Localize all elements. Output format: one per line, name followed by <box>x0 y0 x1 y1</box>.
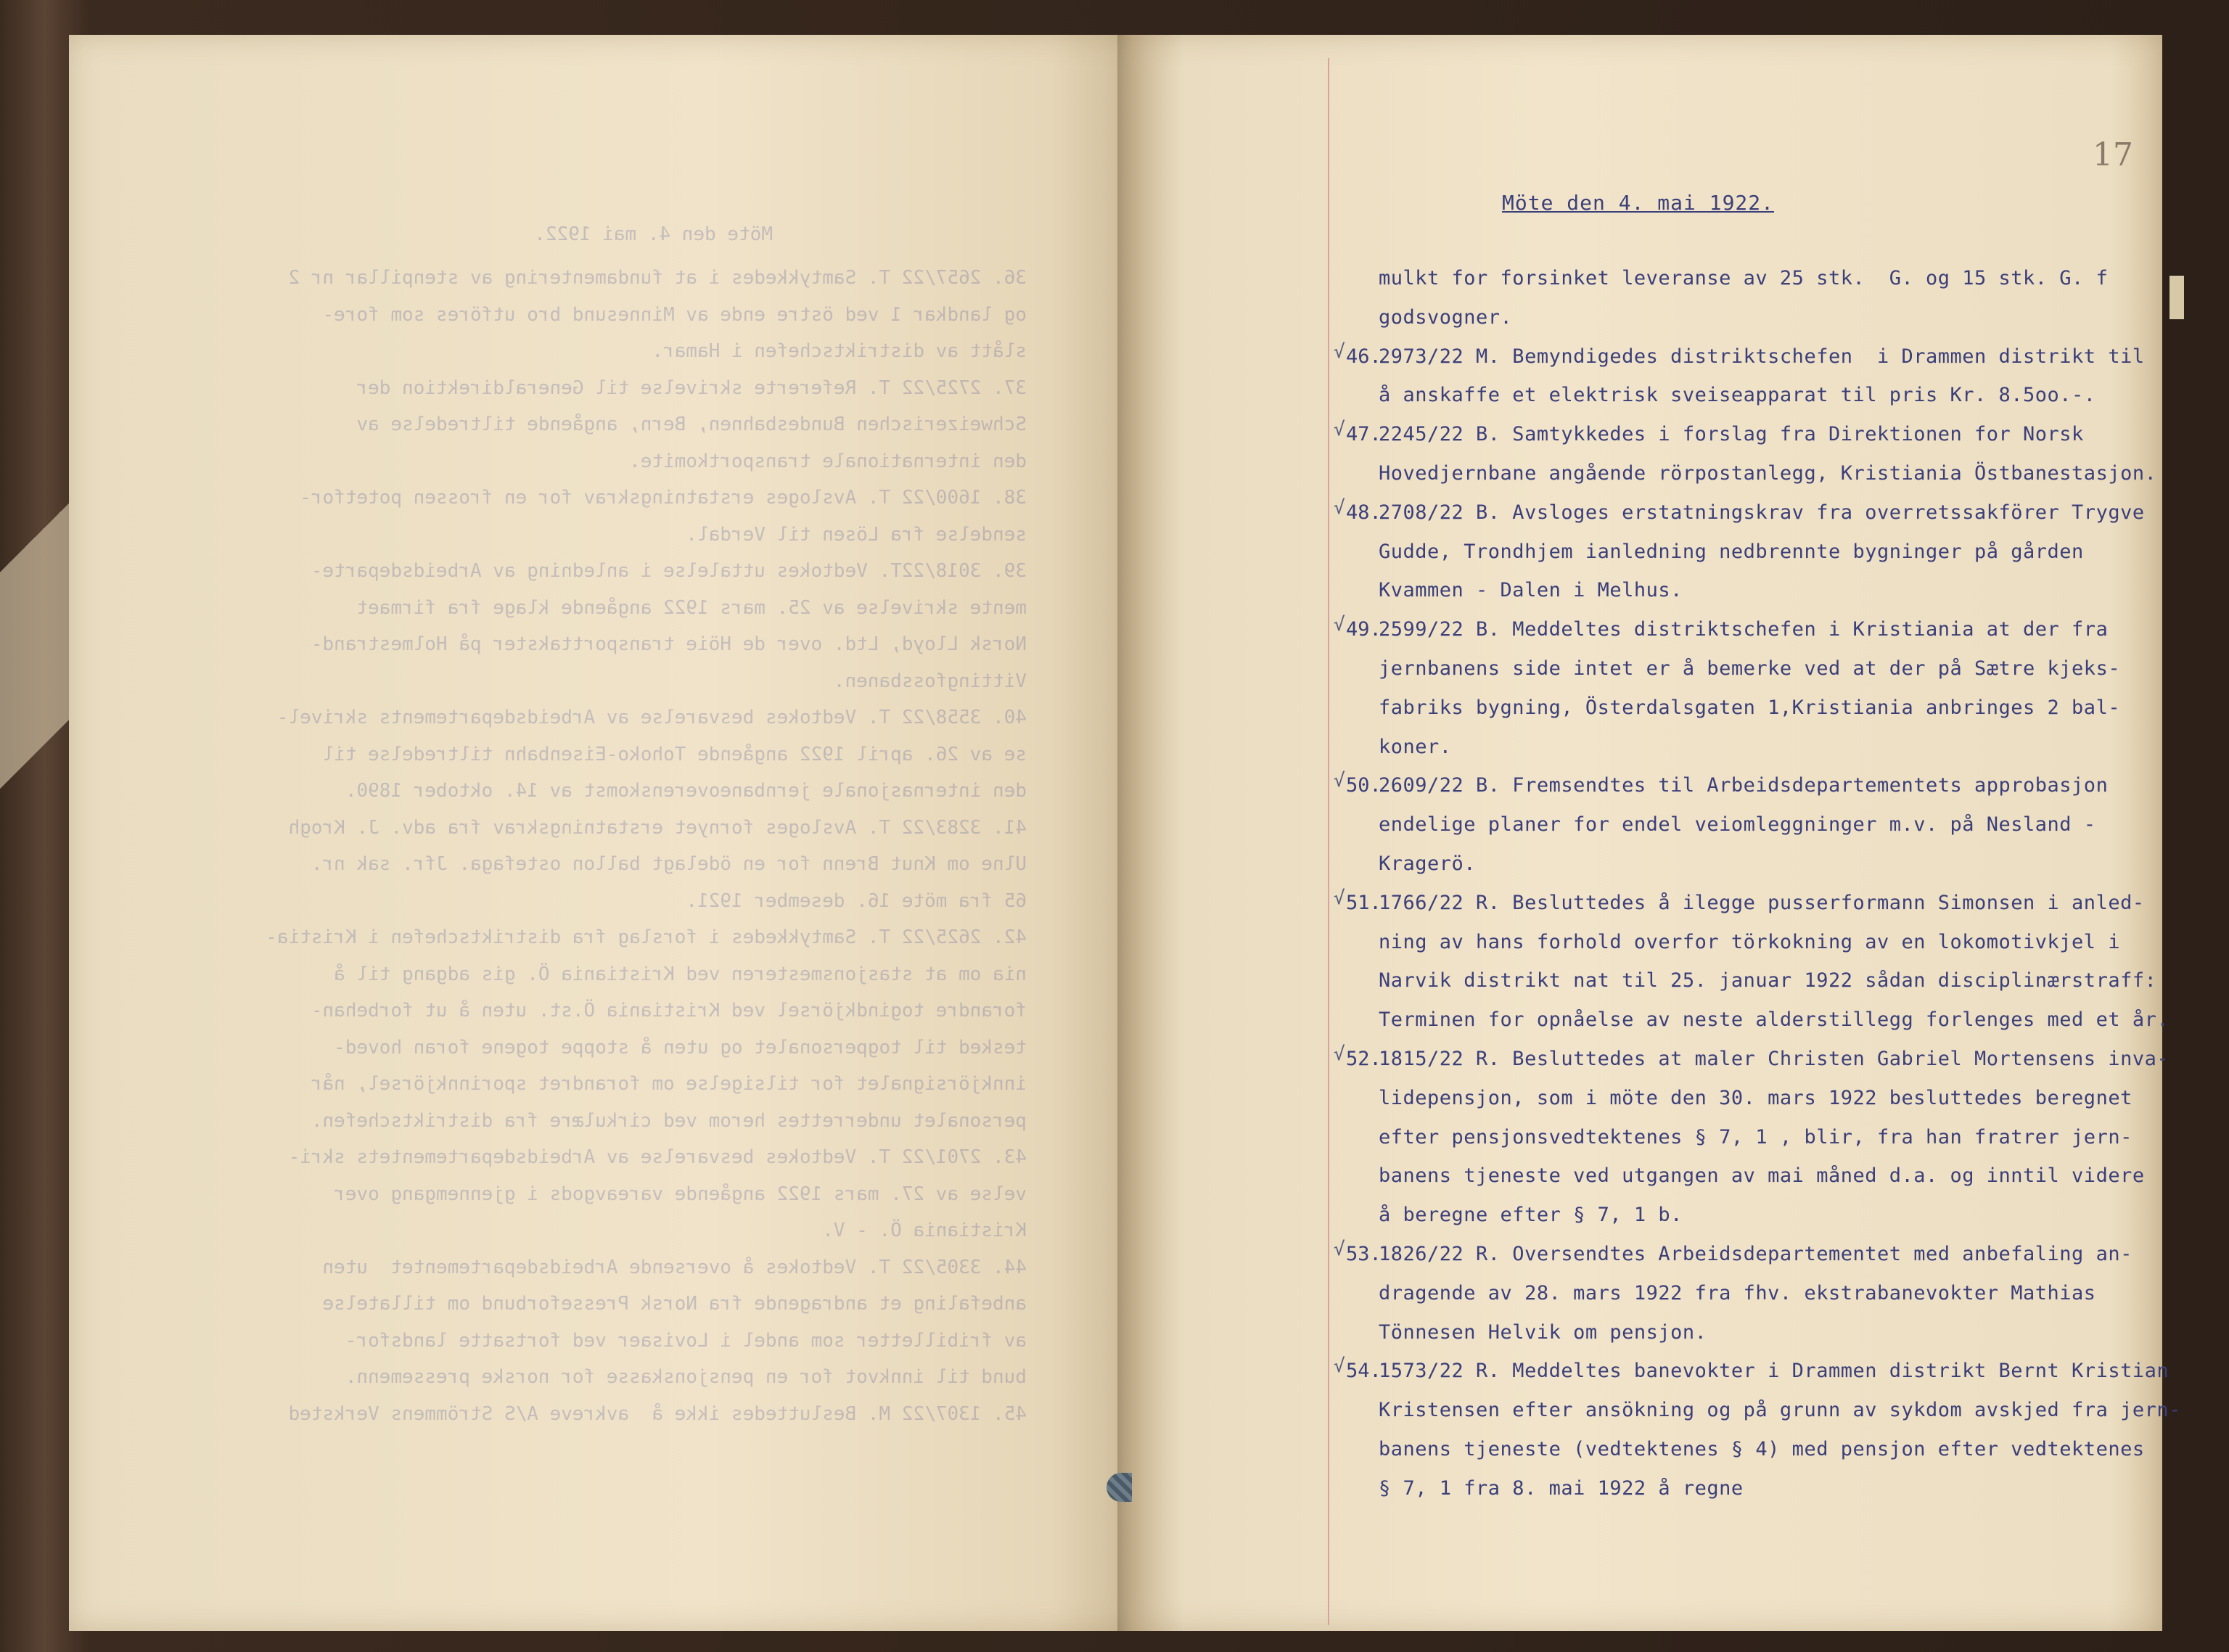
bleed-line: 36. 2657/22 T. Samtykkedes i at fundamentering av stenpillar nr 2 <box>288 267 1027 289</box>
item-number: 53. <box>1346 1243 1382 1265</box>
bleed-line: mente skrivelse av 25. mars 1922 angående klage fra firmaet <box>356 596 1027 619</box>
bleed-line: og landkar 1 ved östre ende av Minnesund bro utföres som fore- <box>322 303 1027 326</box>
typed-line: fabriks bygning, Österdalsgaten 1,Kristiania anbringes 2 bal- <box>1379 696 2121 719</box>
typed-line: banens tjeneste ved utgangen av mai måned d.a. og inntil videre <box>1379 1164 2145 1188</box>
typed-line: 2609/22 B. Fremsendtes til Arbeidsdepartementets approbasjon <box>1379 774 2109 797</box>
bleed-line: 41. 3283/22 T. Avsloges fornyet erstatningskrav fra adv. J. Krogh <box>288 816 1027 839</box>
typed-line: Kristensen efter ansökning og på grunn av sykdom avskjed fra jern- <box>1379 1399 2181 1422</box>
check-mark: √ <box>1334 614 1345 636</box>
typed-line: Kragerö. <box>1379 852 1477 875</box>
typed-line: banens tjeneste (vedtektenes § 4) med pensjon efter vedtektenes <box>1379 1438 2145 1460</box>
bleed-line: velse av 27. mars 1922 angående vareavgods i gjennemgang over <box>334 1183 1027 1205</box>
typed-line: 2599/22 B. Meddeltes distriktschefen i Kristiania at der fra <box>1379 618 2109 641</box>
bleed-line: 37. 2725/22 T. Refererte skrivelse til Generaldirektion der <box>356 377 1027 399</box>
check-mark: √ <box>1334 1355 1345 1378</box>
typed-line: Tönnesen Helvik om pensjon. <box>1379 1320 1707 1344</box>
margin-rule <box>1328 58 1329 1625</box>
bleed-line: 43. 2701/22 T. Vedtokes besvarelse av Arbeidsdepartementets skri- <box>288 1146 1027 1168</box>
typed-line: 1826/22 R. Oversendtes Arbeidsdepartementet med anbefaling an- <box>1379 1243 2132 1265</box>
bleed-line: Ulne om Knut Brenn for en ödelagt ballon ostefaga. Jfr. sak nr. <box>311 853 1027 875</box>
bleed-line: Norsk Lloyd, Ltd. over de Höie transporttakster på Holmestrand- <box>311 633 1027 655</box>
bleed-line: 42. 2625/22 T. Samtykkedes i forslag fra distriktschefen i Kristia- <box>266 926 1027 948</box>
item-number: 49. <box>1346 618 1382 641</box>
meeting-heading: Möte den 4. mai 1922. <box>1502 191 1775 215</box>
bleed-line: 38. 1600/22 T. Avsloges erstatningskrav for en frossen potetfor- <box>300 487 1027 509</box>
typed-line: 1573/22 R. Meddeltes banevokter i Drammen distrikt Bernt Kristian <box>1379 1360 2170 1383</box>
item-number: 50. <box>1346 774 1382 797</box>
bleed-line: Kristiania Ö. - V. <box>822 1220 1027 1241</box>
typed-line: å beregne efter § 7, 1 b. <box>1379 1204 1683 1227</box>
bleed-line: av fribilletter som andel i Lovisaer ved fortsatte landsfor- <box>345 1329 1027 1352</box>
typed-line: jernbanens side intet er å bemerke ved at der på Sætre kjeks- <box>1379 657 2121 680</box>
typed-line: § 7, 1 fra 8. mai 1922 å regne <box>1379 1476 1744 1500</box>
bleed-line: Schweizerischen Bundesbahnen, Bern, angående tiltredelse av <box>356 414 1027 435</box>
bleed-line: slått av distriktschefen i Hamar. <box>652 340 1027 362</box>
bleed-line: se av 26. april 1922 angående Tohoko-Eisenbahn tiltredelse til <box>322 743 1027 765</box>
item-number: 51. <box>1346 891 1382 914</box>
bleed-line: 45. 1307/22 M. Besluttedes ikke å avkreve A/S Strömmens Verksted <box>288 1402 1027 1425</box>
bleed-line: innkjörsignalet for tilsigelse om forandret sporinnkjörsel, når <box>311 1073 1027 1095</box>
typed-line: efter pensjonsvedtektenes § 7, 1 , blir, fra han fratrer jern- <box>1379 1125 2132 1148</box>
page-tab <box>2170 276 2184 319</box>
binding-corner <box>0 312 69 1110</box>
bleed-line: sendelse fra Lösen til Verdal. <box>686 523 1027 546</box>
typed-line: dragende av 28. mars 1922 fra fhv. ekstrabanevokter Mathias <box>1379 1281 2096 1304</box>
page-number: 17 <box>2093 136 2133 173</box>
typed-line: 1815/22 R. Besluttedes at maler Christen Gabriel Mortensens inva- <box>1379 1048 2170 1070</box>
check-mark: √ <box>1334 887 1345 909</box>
bleed-line: Vittingfossbanen. <box>833 670 1027 692</box>
typed-line: 2973/22 M. Bemyndigedes distriktschefen i Drammen distrikt til <box>1379 345 2145 368</box>
typed-line: 2708/22 B. Avsloges erstatningskrav fra overretssakförer Trygve <box>1379 501 2145 524</box>
check-mark: √ <box>1334 1043 1345 1065</box>
bleed-line: 65 fra möte 16. desember 1921. <box>686 889 1027 912</box>
typed-line: Gudde, Trondhjem ianledning nedbrennte bygninger på gården <box>1379 540 2084 563</box>
bleed-line: den internationale transportkomite. <box>629 450 1027 472</box>
bleed-line: anbefaling et andragende fra Norsk Presseforbund om tillatelse <box>322 1293 1027 1315</box>
typed-line: 1766/22 R. Besluttedes å ilegge pusserformann Simonsen i anled- <box>1379 891 2145 914</box>
check-mark: √ <box>1334 1238 1345 1260</box>
typed-line: godsvogner. <box>1379 305 1513 329</box>
typed-line: å anskaffe et elektrisk sveiseapparat til pris Kr. 8.5oo.-. <box>1379 384 2096 407</box>
typed-line: Kvammen - Dalen i Melhus. <box>1379 579 1683 602</box>
typed-line: Narvik distrikt nat til 25. januar 1922 sådan disciplinærstraff: <box>1379 969 2157 993</box>
item-number: 46. <box>1346 345 1382 368</box>
typed-line: Hovedjernbane angående rörpostanlegg, Kristiania Östbanestasjon. <box>1379 462 2157 485</box>
item-number: 54. <box>1346 1360 1382 1383</box>
bleed-line: forandre togindkjörsel ved Kristiania Ö.st. uten å ut forbehan- <box>311 1000 1027 1022</box>
item-number: 48. <box>1346 501 1382 524</box>
left-page <box>69 35 1136 1631</box>
bleed-through-text <box>69 35 1136 1631</box>
bleed-line: 44. 3305/22 T. Vedtokes å oversende Arbeidsdepartementet uten <box>322 1256 1027 1278</box>
typed-line: mulkt for forsinket leveranse av 25 stk. G. og 15 stk. G. f <box>1379 267 2109 289</box>
item-number: 47. <box>1346 423 1382 446</box>
check-mark: √ <box>1334 340 1345 363</box>
bleed-line: den internasjonale jernbaneoverenskomst av 14. oktober 1890. <box>345 780 1027 802</box>
typed-line: ning av hans forhold overfor törkokning av en lokomotivkjel i <box>1379 930 2121 953</box>
typed-line: koner. <box>1379 735 1452 758</box>
item-number: 52. <box>1346 1048 1382 1070</box>
bleed-heading: Möte den 4. mai 1922. <box>534 223 773 245</box>
bleed-line: 40. 3558/22 T. Vedtokes besvarelse av Arbeidsdepartements skrivel- <box>276 707 1027 728</box>
right-page <box>1132 35 2181 1631</box>
bleed-line: 39. 3018/22T. Vedtokes uttalelse i anledning av Arbeidsdeparte- <box>311 560 1027 582</box>
typed-line: 2245/22 B. Samtykkedes i forslag fra Direktionen for Norsk <box>1379 423 2084 446</box>
typed-line: lidepensjon, som i möte den 30. mars 1922 besluttedes beregnet <box>1379 1086 2132 1109</box>
typed-content <box>1132 35 2181 1631</box>
bleed-line: nia om at stasjonsmesteren ved Kristiania Ö. gis adgang til å <box>334 963 1027 985</box>
check-mark: √ <box>1334 419 1345 441</box>
bleed-line: bund til innkvot for en pensjonskasse for norske pressemenn. <box>345 1366 1027 1388</box>
bleed-line: personalet underrettes herom ved cirkulære fra distriktschefen. <box>311 1109 1027 1132</box>
typed-line: endelige planer for endel veiomleggninger m.v. på Nesland - <box>1379 813 2096 837</box>
check-mark: √ <box>1334 496 1345 519</box>
bleed-line: tesked til togpersonalet og uten å stoppe togene foran hoved- <box>334 1036 1027 1059</box>
check-mark: √ <box>1334 770 1345 792</box>
typed-line: Terminen for opnåelse av neste alderstillegg forlenges med et år. <box>1379 1008 2170 1032</box>
